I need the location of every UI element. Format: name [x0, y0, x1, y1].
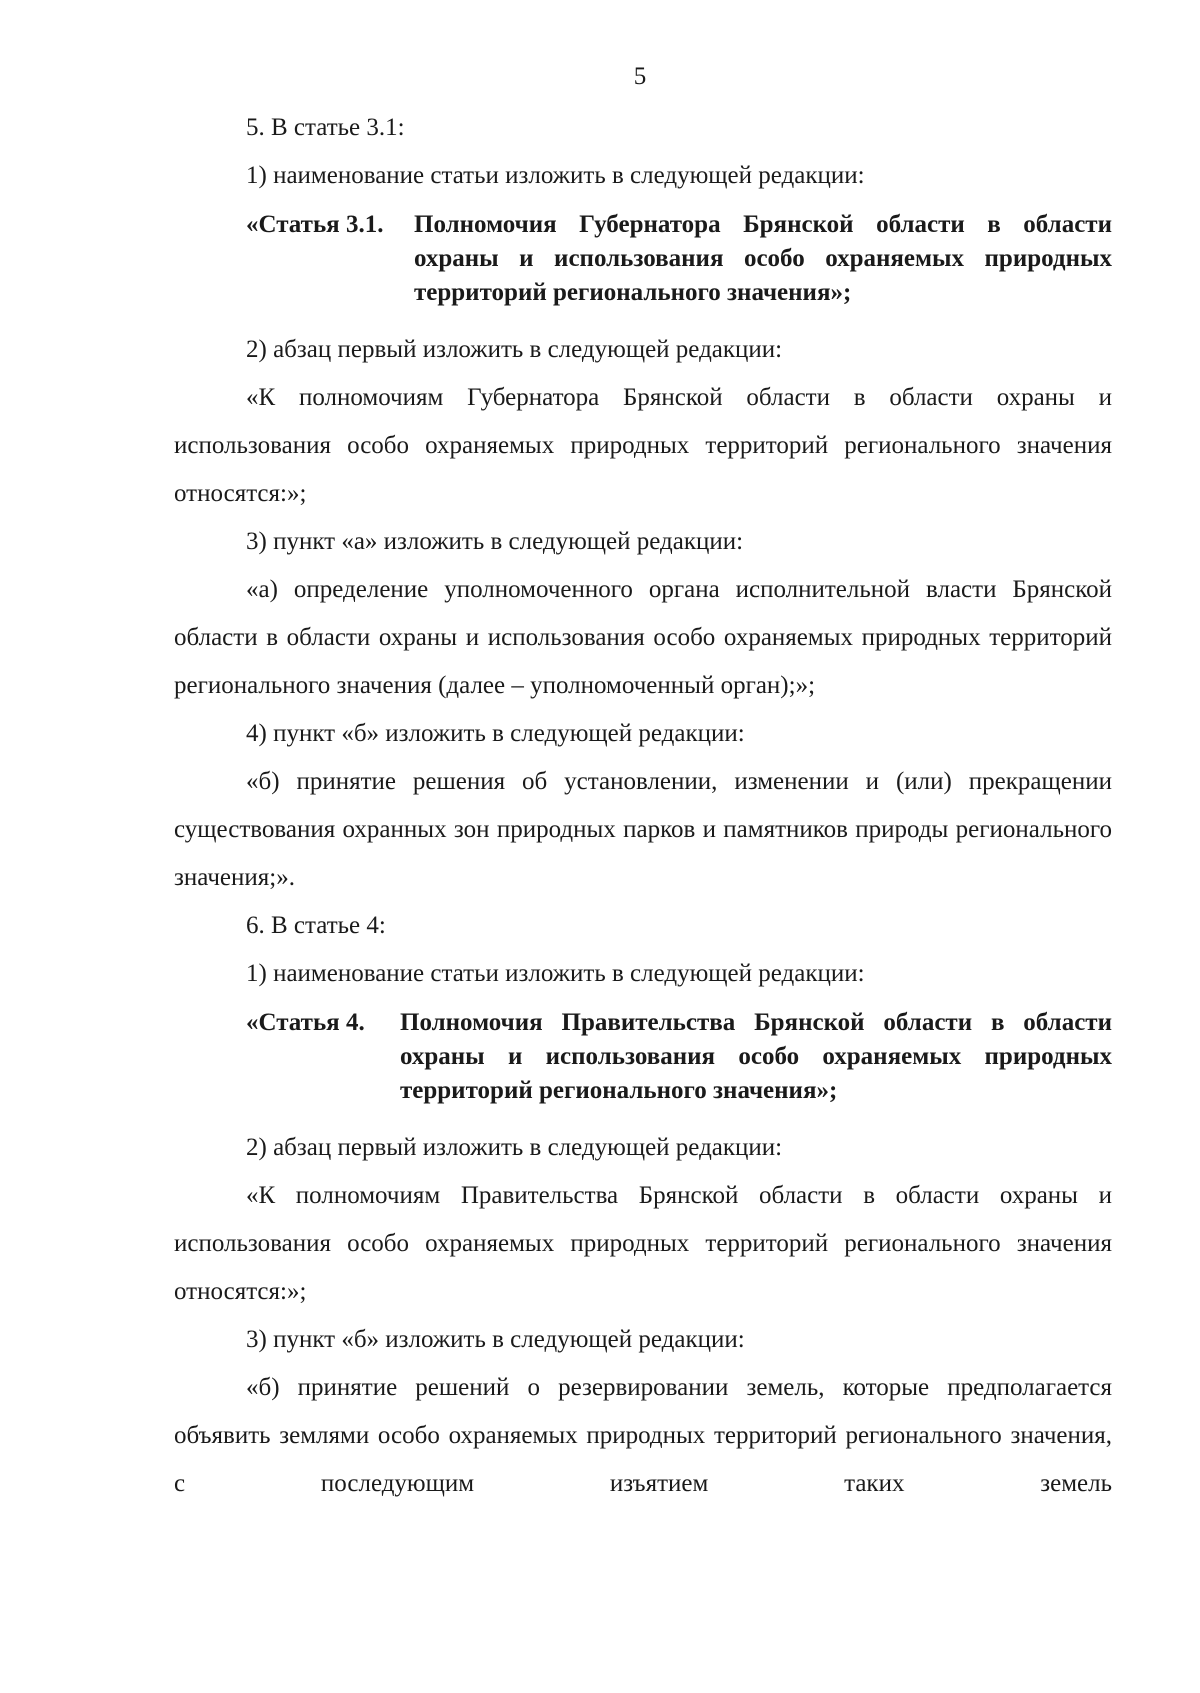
page-number: 5	[633, 63, 647, 90]
paragraph: «б) принятие решения об установлении, изменении и (или) прекращении существования охранных зон природных парков и памятников природы регионального значения;».	[174, 768, 1112, 891]
document-body	[174, 104, 1112, 1508]
article-title: Полномочия Губернатора Брянской области в области охраны и использования особо охраняемых природных территорий регионального значения»;	[414, 211, 1112, 306]
article-heading	[174, 1006, 1112, 1108]
paragraph: 3) пункт «б» изложить в следующей редакции:	[246, 1326, 745, 1353]
article-title: Полномочия Правительства Брянской области в области охраны и использования особо охраняемых природных территорий регионального значения»;	[400, 1009, 1112, 1104]
paragraph: 6. В статье 4:	[246, 912, 386, 939]
paragraph: 1) наименование статьи изложить в следующей редакции:	[246, 162, 865, 189]
article-heading	[174, 208, 1112, 310]
article-number: «Статья 3.1.	[246, 211, 384, 238]
paragraph: «К полномочиям Губернатора Брянской области в области охраны и использования особо охраняемых природных территорий регионального значения относятся:»;	[174, 384, 1112, 507]
paragraph: «а) определение уполномоченного органа исполнительной власти Брянской области в области охраны и использования особо охраняемых природных территорий регионального значения (далее – уполномоченный орган);»;	[174, 576, 1112, 699]
paragraph: 5. В статье 3.1:	[246, 114, 405, 141]
article-number: «Статья 4.	[246, 1009, 365, 1036]
paragraph: «К полномочиям Правительства Брянской области в области охраны и использования особо охраняемых природных территорий регионального значения относятся:»;	[174, 1182, 1112, 1305]
paragraph: 2) абзац первый изложить в следующей редакции:	[246, 336, 783, 363]
paragraph: 4) пункт «б» изложить в следующей редакции:	[246, 720, 745, 747]
paragraph: 3) пункт «а» изложить в следующей редакции:	[246, 528, 744, 555]
paragraph: 1) наименование статьи изложить в следующей редакции:	[246, 960, 865, 987]
paragraph: 2) абзац первый изложить в следующей редакции:	[246, 1134, 783, 1161]
paragraph: «б) принятие решений о резервировании земель, которые предполагается объявить землями особо охраняемых природных территорий регионального значения, с последующим изъятием таких земель	[174, 1374, 1112, 1497]
